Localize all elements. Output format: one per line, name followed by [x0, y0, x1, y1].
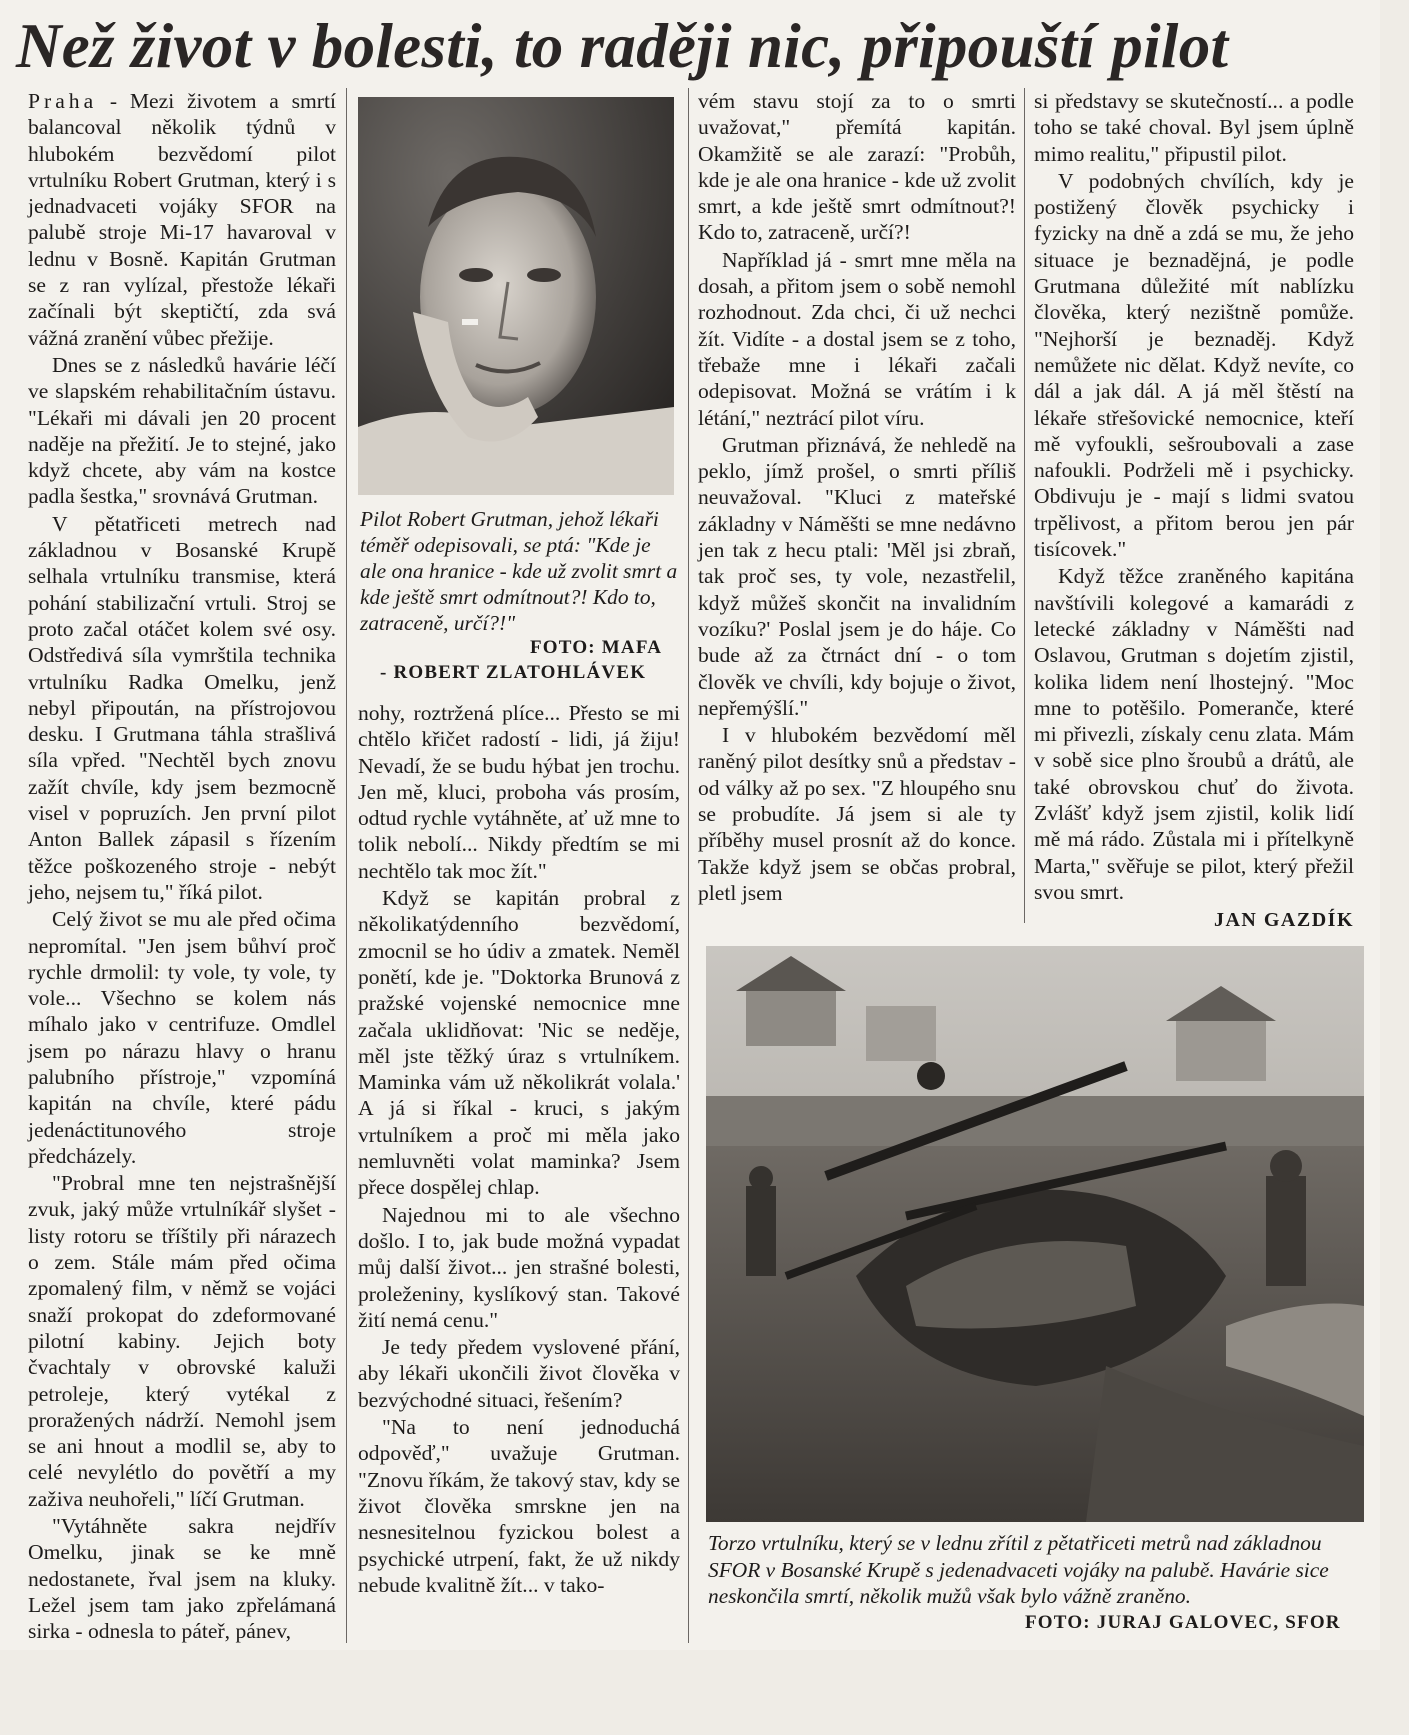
paragraph: I v hlubokém bezvědomí měl raněný pilot desítky snů a představ - od války až po sex. "Z hloupého snu se probudíte. Já jsem si ale ty příběhy musel prosnít až do konce. Takže když jsem se občas probral, pletl jsem	[698, 723, 1016, 905]
column-rule	[346, 88, 347, 1643]
paragraph: nohy, roztržená plíce... Přesto se mi chtělo křičet radostí - lidi, já žiju! Nevadí, že se budu hýbat jen trochu. Jen mě, kluci, proboha vás prosím, odtud rychle vytáhněte, ať už mne to tolik nebolí... Nikdy předtím se mi nechtělo tak moc žít."	[358, 701, 680, 883]
paragraph: V pětatřiceti metrech nad základnou v Bosanské Krupě selhala vrtulníku transmise, která pohání stabilizační vrtuli. Stroj se proto začal otáčet kolem své osy. Odstředivá síla vymrštila technika vrtulníku Radka Omelku, jenž nebyl připoután, na přístrojovou desku. I Grutmana táhla strašlivá síla vpřed. "Nechtěl bych znovu zažít chvíle, kdy jsem bezmocně visel v popruzích. Jen první pilot Anton Ballek zápasil s řízením těžce poškozeného stroje - nebýt jeho, nejsem tu," říká pilot.	[28, 511, 336, 904]
portrait-image	[358, 97, 674, 495]
paragraph: Je tedy předem vyslovené přání, aby lékaři ukončili život člověka v bezvýchodné situaci, řešením?	[358, 1335, 680, 1412]
article-column-1	[28, 88, 336, 1645]
article-column-4	[1034, 88, 1354, 934]
paragraph: Když těžce zraněného kapitána navštívili kolegové a kamarádi z letecké základny v Náměšti nad Oslavou, Grutman s dojetím zjistil, kolika lidem není lhostejný. "Moc mne to potěšilo. Pomeranče, které mi přivezli, získaly cenu zlata. Mám v sobě sice plno šroubů a drátů, ale také obrovskou chuť do života. Zvlášť když jsem zjistil, kolik lidí mě má rádo. Zůstala mi i přítelkyně Marta," svěřuje se pilot, který přežil svou smrt.	[1034, 564, 1354, 904]
paragraph: Například já - smrt mne měla na dosah, a přitom jsem o sobě nemohl rozhodnout. Zda chci, či už nechci žít. Vidíte - a dostal jsem se z toho, třebaže mne i lékaři začali odepisovat. Možná se vrátím i k létání," neztrácí pilot víru.	[698, 247, 1016, 430]
paragraph: Když se kapitán probral z několikatýdenního bezvědomí, zmocnil se ho údiv a zmatek. Neměl ponětí, kde je. "Doktorka Brunová z pražské vojenské nemocnice mne začala uklidňovat: 'Nic se neděje, měl jste těžký úraz s vrtulníkem. Maminka vám už několikrát volala.' A já si říkal - kruci, s jakým vrtulníkem a proč mi měla jako nemluvněti volat maminka? Jsem přece dospělej chlap.	[358, 886, 680, 1200]
paragraph: Dnes se z následků havárie léčí ve slapském rehabilitačním ústavu. "Lékaři mi dávali jen 20 procent naděje na přežití. Je to stejné, jako když chcete, aby vám na kostce padla šestka," srovnává Grutman.	[28, 352, 336, 509]
paragraph: Najednou mi to ale všechno došlo. I to, jak bude možná vypadat můj další život... jen strašné bolesti, proleženiny, kyslíkový stan. Takové žití nemá cenu."	[358, 1202, 680, 1332]
portrait-credit-name: - ROBERT ZLATOHLÁVEK	[380, 662, 647, 683]
column-rule	[1024, 88, 1025, 923]
wreck-credit: FOTO: JURAJ GALOVEC, SFOR	[1025, 1612, 1341, 1633]
headline: Než život v bolesti, to raději nic, připouští pilot	[16, 11, 1229, 81]
paragraph: vém stavu stojí za to o smrti uvažovat," přemítá kapitán. Okamžitě se ale zarazí: "Probůh, kde je ale ona hranice - kde už zvolit smrt, a kde ještě smrt odmítnout?! Kdo to, zatraceně, určí?!	[698, 89, 1016, 245]
article-column-2	[358, 700, 680, 1598]
article-column-3	[698, 88, 1016, 906]
portrait-caption: Pilot Robert Grutman, jehož lékaři téměř odepisovali, se ptá: "Kde je ale ona hranice - kde už zvolit smrt a kde ještě smrt odmítnout?! Kdo to, zatraceně, určí?!"	[360, 507, 678, 635]
wreck-caption: Torzo vrtulníku, který se v lednu zřítil z pětatřiceti metrů nad základnou SFOR v Bosanské Krupě s jedenadvaceti vojáky na palubě. Havárie sice neskončila smrtí, několik mužů však bylo vážně zraněno.	[708, 1531, 1329, 1608]
byline-line	[1034, 906, 1354, 933]
portrait-credit: FOTO: MAFA	[530, 637, 663, 658]
column-rule	[688, 88, 689, 1643]
paragraph: Grutman přiznává, že nehledě na peklo, jímž prošel, o smrti příliš neuvažoval. "Kluci z mateřské základny v Náměšti se mne nedávno jen tak z hecu ptali: 'Měl jsi zbraň, tak proč ses, ty vole, nezastřelil, když můžeš skončit na invalidním vozíku?' Poslal jsem je do háje. Co bude až za čtrnáct dní - o tom člověk ve chvíli, kdy bojuje o život, nepřemýšlí."	[698, 432, 1016, 720]
paragraph: Celý život se mu ale před očima nepromítal. "Jen jsem bůhví proč rychle drmolil: ty vole, ty vole, ty vole... Všechno se kolem nás míhalo jako v centrifuze. Omdlel jsem po nárazu hlavy o hranu palubního přístroje," vzpomíná kapitán na chvíle, které pádu jedenáctitunového stroje předcházely.	[28, 907, 336, 1168]
paragraph: "Na to není jednoduchá odpověď," uvažuje Grutman. "Znovu říkám, že takový stav, kdy se život člověka smrskne jen na nesnesitelnou fyzickou bolest a psychické utrpení, fakt, že už nikdy nebude kvalitně žít... v tako-	[358, 1415, 680, 1597]
helicopter-wreck-photo	[706, 946, 1364, 1522]
paragraph: Praha - Mezi životem a smrtí balancoval několik týdnů v hlubokém bezvědomí pilot vrtulníku Robert Grutman, který i s jednadvaceti vojáky SFOR na palubě stroje Mi-17 havaroval v lednu v Bosně. Kapitán Grutman se z ran vylízal, přestože lékaři začínali být skeptičtí, zda svá vážná zranění vůbec přežije.	[28, 89, 336, 350]
paragraph: si představy se skutečností... a podle toho se také choval. Byl jsem úplně mimo realitu," připustil pilot.	[1034, 89, 1354, 166]
paragraph: V podobných chvílích, kdy je postižený člověk psychicky i fyzicky na dně a zdá se mu, že jeho situace je beznadějná, je podle Grutmana důležité mít nablízku člověka, který nezištně pomůže. "Nejhorší je beznaděj. Když nemůžete nic dělat. Když nevíte, co dál a jak dál. A já měl štěstí na lékaře střešovické nemocnice, kteří mě vyfoukli, sešroubovali a zase nafoukli. Podrželi mě i psychicky. Obdivuju je - mají s lidmi svatou trpělivost, a přitom berou jen pár tisícovek."	[1034, 168, 1354, 562]
wreck-image	[706, 946, 1364, 1522]
byline: JAN GAZDÍK	[1213, 909, 1354, 932]
paragraph: "Vytáhněte sakra nejdřív Omelku, jinak se ke mně nedostanete, řval jsem na kluky. Ležel jsem tam jako zpřelámaná sirka - odnesla to páteř, pánev,	[28, 1514, 336, 1644]
paragraph: "Probral mne ten nejstrašnější zvuk, jaký může vrtulníkář slyšet - listy rotoru se tříštily při nárazech o zem. Stále mám před očima zpomalený film, v němž se vojáci snaží prokopat do zdeformované pilotní kabiny. Jejich boty čvachtaly v obrovské kaluži petroleje, který vytékal z proražených nádrží. Nemohl jsem se ani hnout a modlil se, aby to celé nevylétlo do povětří a my zaživa neuhořeli," líčí Grutman.	[28, 1171, 336, 1511]
dateline: Praha	[28, 89, 98, 113]
portrait-photo	[358, 97, 674, 495]
